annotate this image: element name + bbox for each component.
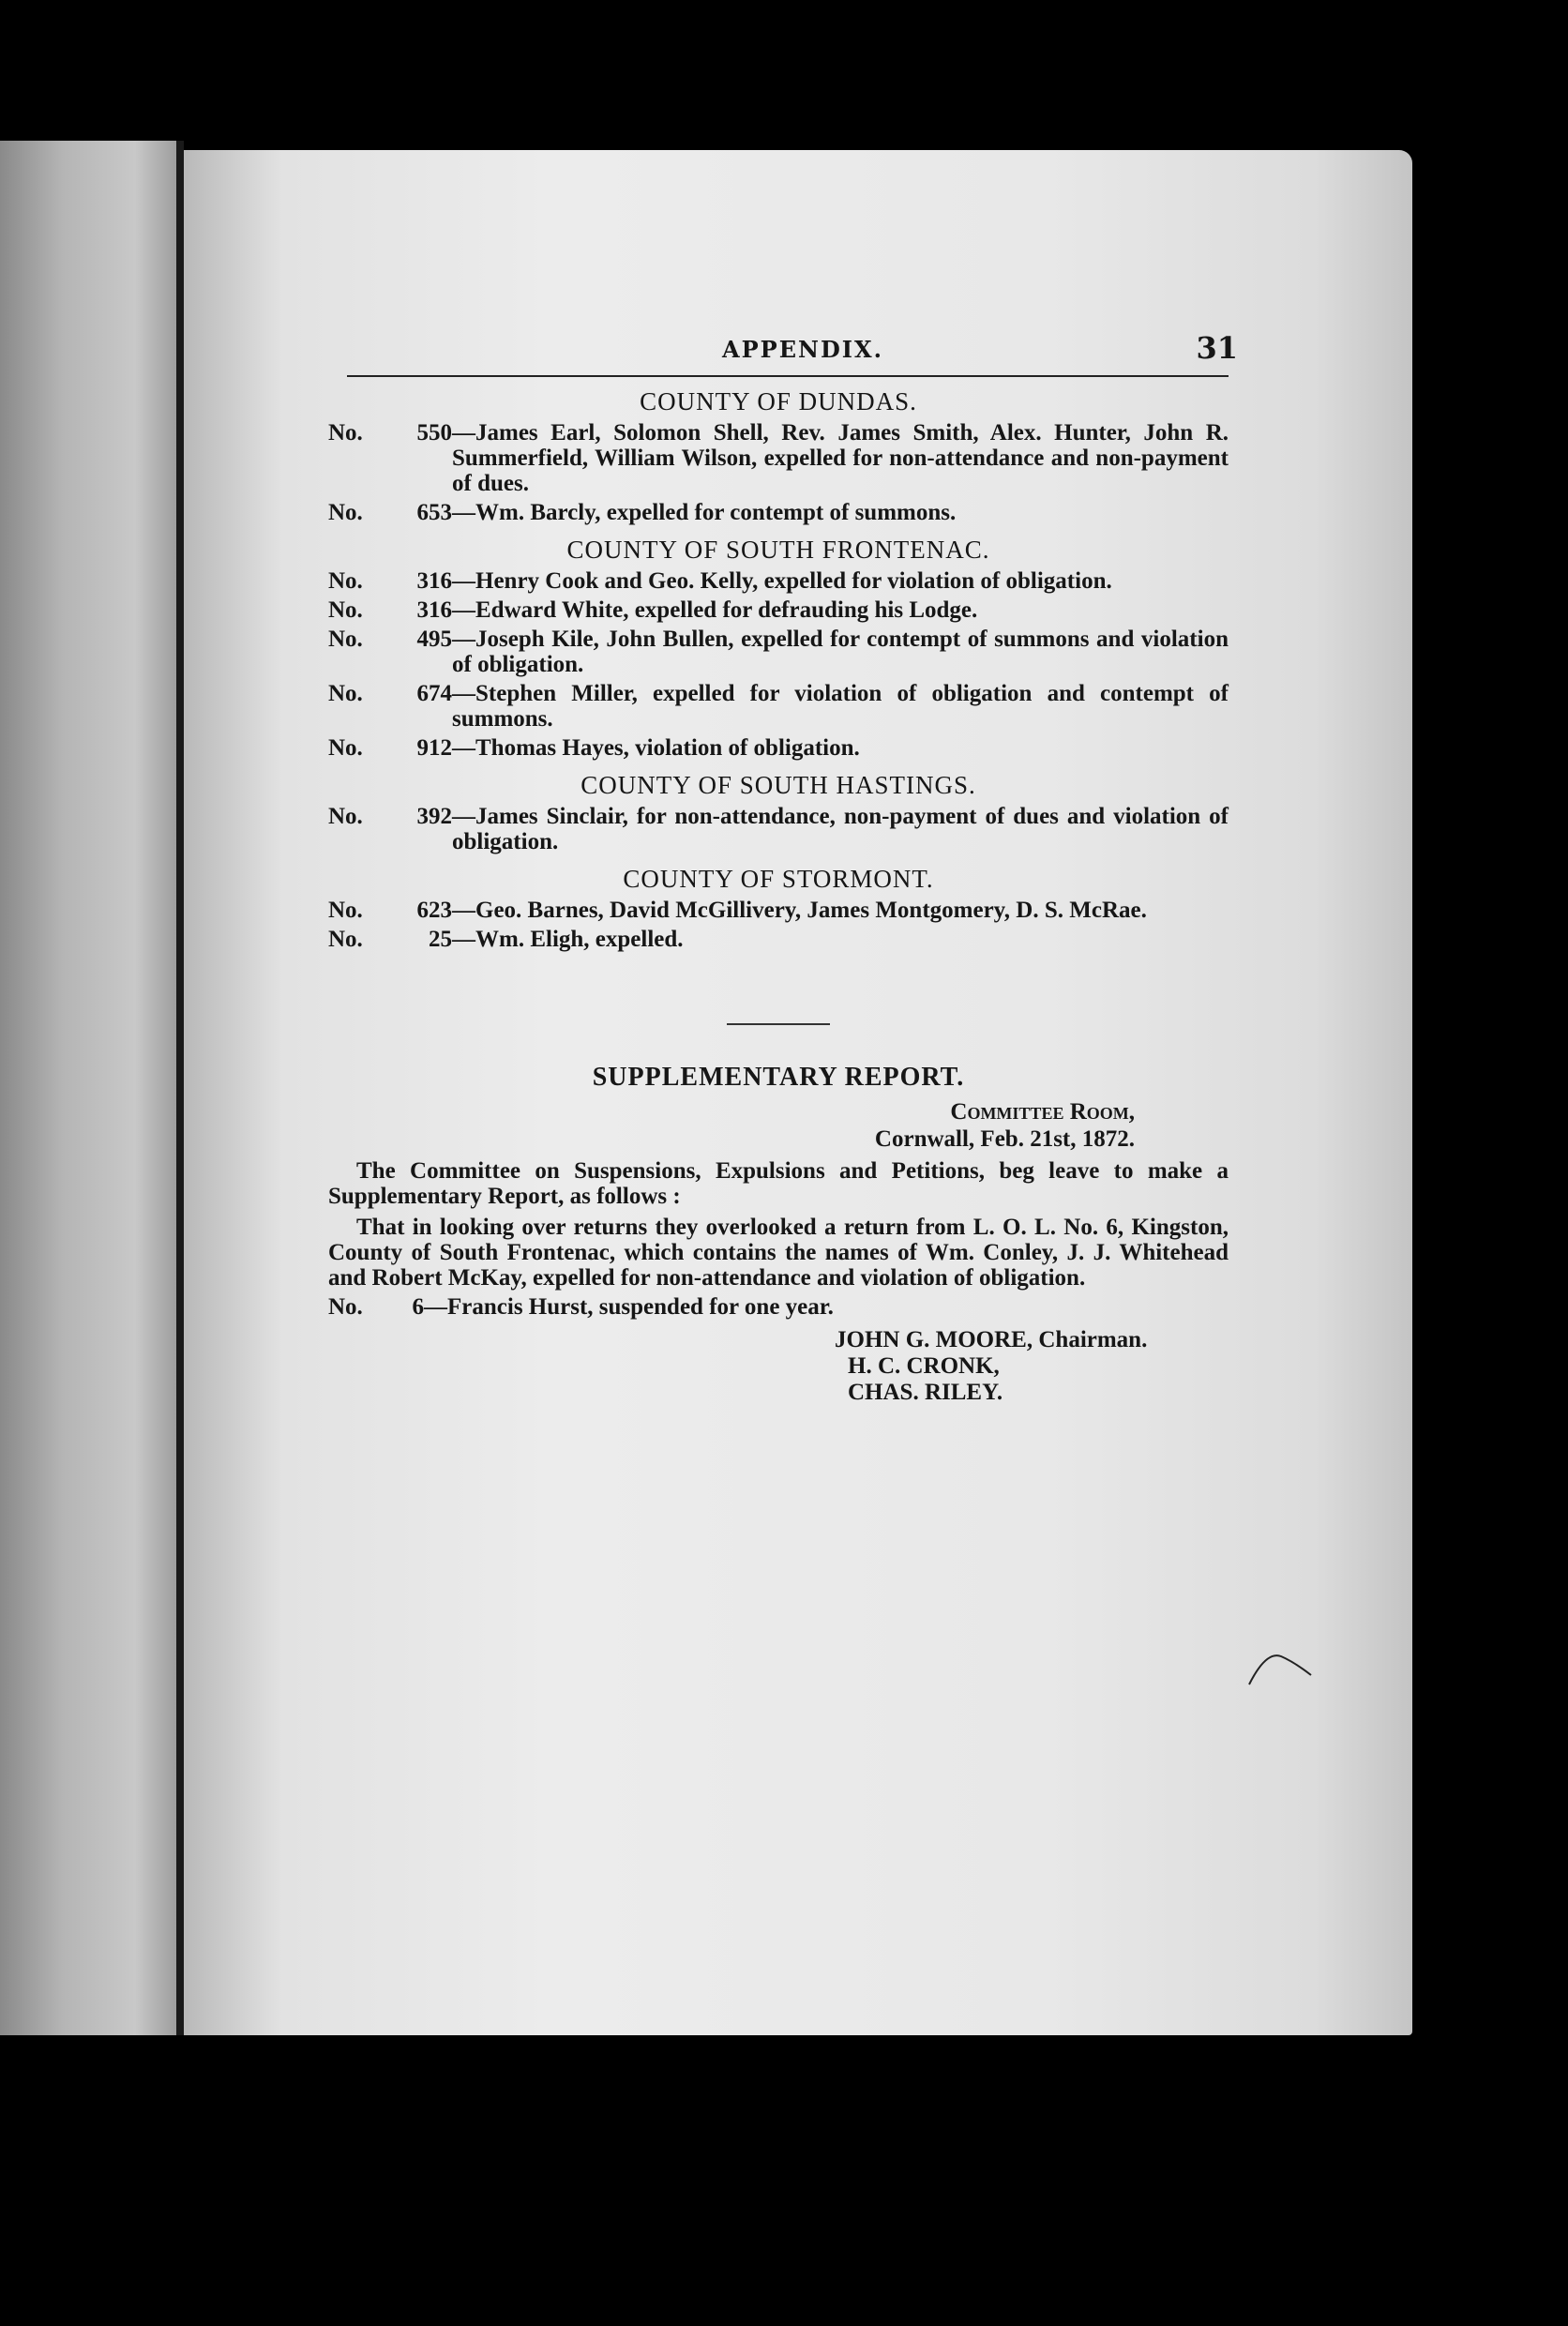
report-paragraph: The Committee on Suspensions, Expulsions and Petitions, beg leave to make a Supplementary Report, as follows : — [328, 1158, 1229, 1209]
entry-no-label: No. — [328, 681, 363, 706]
section-heading: COUNTY OF STORMONT. — [623, 865, 934, 893]
entry-text: —Stephen Miller, expelled for violation of obligation and contempt of summons. — [452, 681, 1229, 732]
signature-chairman: JOHN G. MOORE, Chairman. — [835, 1327, 1148, 1352]
lodge-number: 550 — [416, 420, 452, 446]
expulsion-entry — [328, 597, 1229, 623]
signature-member: H. C. CRONK, — [848, 1353, 1000, 1379]
expulsion-entry — [328, 735, 1229, 761]
lodge-number: 392 — [416, 804, 452, 829]
lodge-number: 623 — [416, 898, 452, 923]
expulsion-entry — [328, 420, 1229, 496]
section-county-stormont — [328, 864, 1229, 952]
facing-page-edge — [0, 141, 180, 2035]
page-text — [328, 319, 1238, 1406]
section-heading: COUNTY OF SOUTH FRONTENAC. — [566, 536, 990, 564]
suspension-entry — [328, 1294, 1229, 1320]
expulsion-entry — [328, 568, 1229, 594]
entry-text: —Henry Cook and Geo. Kelly, expelled for violation of obligation. — [452, 568, 1112, 594]
place-date: Cornwall, Feb. 21st, 1872. — [874, 1126, 1135, 1152]
lodge-number: 6 — [412, 1294, 424, 1320]
entry-no-label: No. — [328, 804, 363, 829]
supplementary-report — [328, 1063, 1229, 1406]
entry-no-label: No. — [328, 597, 363, 623]
section-heading: COUNTY OF SOUTH HASTINGS. — [580, 771, 976, 799]
lodge-number: 316 — [416, 568, 452, 594]
section-divider — [727, 1023, 830, 1025]
report-paragraph: That in looking over returns they overlooked a return from L. O. L. No. 6, Kingston, County of South Frontenac, which contains the names of Wm. Conley, J. J. Whitehead and Robert McKay, expelled for non-attendance and violation of obligation. — [328, 1215, 1229, 1291]
expulsion-entry — [328, 681, 1229, 732]
signatures — [835, 1327, 1229, 1406]
entry-no-label: No. — [328, 1294, 363, 1320]
entry-text: —Wm. Barcly, expelled for contempt of summons. — [452, 500, 957, 525]
entry-text: —Joseph Kile, John Bullen, expelled for contempt of summons and violation of obligation. — [452, 627, 1229, 677]
section-heading: COUNTY OF DUNDAS. — [640, 387, 917, 415]
entry-text: —Geo. Barnes, David McGillivery, James Montgomery, D. S. McRae. — [452, 898, 1147, 923]
entry-no-label: No. — [328, 500, 363, 525]
section-county-south-frontenac — [328, 535, 1229, 761]
expulsion-entry — [328, 804, 1229, 854]
entry-text: —Edward White, expelled for defrauding his Lodge. — [452, 597, 978, 623]
signature-member: CHAS. RILEY. — [848, 1380, 1003, 1405]
entry-text: —James Sinclair, for non-attendance, non-payment of dues and violation of obligation. — [452, 804, 1229, 854]
entry-no-label: No. — [328, 420, 363, 446]
lodge-number: 674 — [416, 681, 452, 706]
lodge-number: 912 — [416, 735, 452, 761]
entry-no-label: No. — [328, 735, 363, 761]
pencil-mark-icon — [1247, 1651, 1313, 1688]
expulsion-entry — [328, 500, 1229, 525]
entry-no-label: No. — [328, 927, 363, 952]
supplementary-title: SUPPLEMENTARY REPORT. — [592, 1063, 965, 1092]
running-head-title: APPENDIX. — [722, 336, 883, 363]
expulsion-entry — [328, 627, 1229, 677]
section-county-south-hastings — [328, 770, 1229, 854]
entry-text: —Thomas Hayes, violation of obligation. — [452, 735, 860, 761]
book-gutter — [176, 141, 184, 2035]
page-number: 31 — [1196, 330, 1238, 366]
lodge-number: 25 — [429, 927, 452, 952]
dateline — [328, 1098, 1135, 1153]
lodge-number: 495 — [416, 627, 452, 652]
running-head — [347, 319, 1238, 377]
entry-text: —James Earl, Solomon Shell, Rev. James Smith, Alex. Hunter, John R. Summerfield, William Wilson, expelled for non-attendance and non-payment of dues. — [452, 420, 1229, 496]
entry-text: —Francis Hurst, suspended for one year. — [424, 1294, 834, 1320]
entry-no-label: No. — [328, 568, 363, 594]
section-county-dundas — [328, 386, 1229, 525]
entry-no-label: No. — [328, 898, 363, 923]
committee-room: Committee Room, — [950, 1099, 1135, 1125]
entry-text: —Wm. Eligh, expelled. — [452, 927, 684, 952]
entry-no-label: No. — [328, 627, 363, 652]
expulsion-entry — [328, 898, 1229, 923]
lodge-number: 653 — [416, 500, 452, 525]
lodge-number: 316 — [416, 597, 452, 623]
expulsion-entry — [328, 927, 1229, 952]
